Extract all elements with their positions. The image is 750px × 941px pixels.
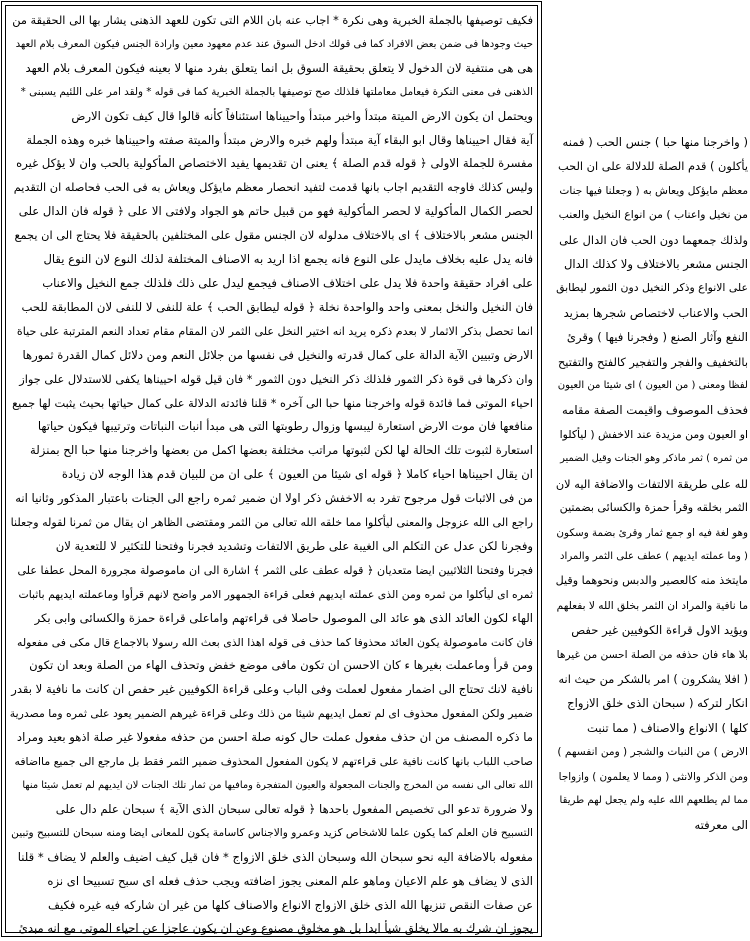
commentary-line: انما تحصل بذكر الاثمار لا بعدم ذكره يريد انه اختير النخل على الثمر لان المقام مقام تعداد النعم المترتبة على حياة — [16, 324, 533, 338]
commentary-line: حيث وجودها فى ضمن بعض الافراد كما فى قولك ادخل السوق عند عدم معهود معين وارادة الجنس فيكون المعرف بلام العهد — [15, 38, 533, 50]
commentary-line: الجنس مشعر بالاختلاف ﴾ اى بالاختلاف مدلوله لان الجنس مقول على المختلفين بالحقيقة فلا يحتاج الى ان يجمع — [14, 228, 533, 243]
margin-line: انكار لتركه ( سبحان الذى خلق الازواج — [567, 696, 748, 711]
margin-line: فحذف الموصوف واقيمت الصفة مقامه — [561, 403, 748, 418]
margin-line: ولذلك جمعهما دون الحب فان الدال على — [559, 232, 748, 247]
commentary-line: مفعوله بالاضافة اليه نحو سبحان الله وسبحان الذى خلق الازواج * فان قيل كيف اضيف والعلم لا يضاف * قلنا — [17, 849, 533, 864]
commentary-line: فجرنا وفتحنا الثلاثيين ايضا متعديان ﴿ قوله عطف على الثمر ﴾ اشارة الى ان ماموصولة مجرورة المحل عطفا على — [17, 563, 533, 577]
margin-line: من ثمره ) ثمر ماذكر وهو الجنات وقيل الضمير — [560, 453, 748, 465]
margin-line: ويؤيد الاول قراءة الكوفيين غير حفص — [571, 623, 748, 638]
commentary-line: احياء الموتى فما فائدة قوله واخرجنا منها حبا الى آخره * قلنا فائدته الدلالة على كمال حياتها بحيث يثبت لها جميع — [12, 395, 533, 410]
margin-line: ( واخرجنا منها حبا ) جنس الحب ( فمنه — [562, 135, 748, 149]
commentary-line: ويحتمل ان يكون الارض الميتة مبتدأ واخبر مبتدأ واحييناها استئنافاً كأنه قالوا قال كيف تكون الارض — [71, 108, 533, 123]
commentary-text-block — [9, 9, 533, 936]
commentary-line: لحصر الكمال المأكولية لا لحصر المأكولية فهو من قبيل حاتم هو الجواد ولافتى الا على ﴿ قوله فان الدال على — [18, 204, 533, 219]
margin-line: وهو لغة فيه او جمع ثمار وقرئ بضمة وسكون — [556, 526, 748, 539]
commentary-line: على افراد حقيقة واحدة فلا يدل على اختلاف الاصناف فيجمع ليدل على ذلك فلذلك جمع النخيل والاعناب — [42, 275, 533, 290]
commentary-line: وليس كذلك فاوجه التقديم اجاب بانها قدمت لتفيد انحصار معظم مايؤكل ويعاش به فى الحب فحاصله ان التقديم — [13, 180, 533, 195]
commentary-line: مفسرة للجملة الاولى ﴿ قوله قدم الصلة ﴾ يعنى ان تقديمها يفيد الاختصاص المأكولية بالحب وان لا يؤكل غيره — [16, 156, 533, 171]
margin-line: من نخيل واعناب ) من انواع النخيل والعنب — [558, 208, 748, 222]
margin-line: النفع وآثار الصنع ( وفجرنا فيها ) وقرئ — [566, 330, 748, 345]
commentary-line: ومن قرأ وماعملت بغيرها ء كان الاحسن ان تكون مافى موضع خفض وتحذف الهاء من الصلة وبعد ان تكون — [29, 658, 533, 673]
margin-line: مما لم يطلعهم الله عليه ولم يجعل لهم طريقا — [559, 794, 748, 806]
commentary-line: الهاء لكون العائد الذى هو عائد الى الموصول حاصلا فى قراءتهم واماعلى قراءة حمزة والكسائى وابى بكر — [34, 610, 533, 625]
commentary-line: ضمير ولكن المفعول محذوف اى لم تعمل ايديهم شيئا من ذلك وعلى قراءة غيرهم الضمير يعود على ثمره وما مصدرية — [9, 707, 533, 721]
margin-line: يأكلون ) قدم الصلة للدلالة على ان الحب — [557, 159, 748, 174]
margin-line: لله على طريقة الالتفات والاضافة اليه لان — [555, 476, 748, 491]
margin-line: ( وما عملته ايديهم ) عطف على الثمر والمراد — [560, 550, 748, 562]
commentary-line: عن صفات النقص تنزيها الله الذى خلق الازواج الانواع والاصناف كلها من غير ان شاركه فيه غيره فكيف — [47, 897, 533, 912]
commentary-line: راجع الى الله عزوجل والمعنى ليأكلوا مما خلقه الله تعالى من الثمر ومقتضى الظاهر ان يقال من ثمرنا لقوله وجعلنا — [10, 516, 533, 530]
commentary-line: صاحب اللباب بانها كانت نافية على قراءتهم لا يكون المفعول المحذوف ضمير الثمر فقط بل مارجع الى جميع مااضافه — [14, 755, 533, 769]
commentary-line: ما ذكره المصنف من ان حذف مفعول عملت حال كونه صلة احسن من حذفه مفعولا غير صلة اذهو بعيد ومراد — [16, 730, 533, 745]
commentary-line: الله تعالى الى نفسه من المخرج والجنات المجعولة والعيون المتفجرة ومافيها من ثمار تلك الجنات لان ايديهم لم تعمل شيئا منها — [22, 780, 533, 791]
margin-line: او العيون ومن مزيدة عند الاخفش ( ليأكلوا — [559, 427, 748, 441]
commentary-line: هى هى منتفية لان الدخول لا يتعلق بحقيقة السوق بل انما يتعلق بفرد منها لا بعينه فيكون المعرف بلام العهد — [25, 60, 533, 75]
commentary-line: من فى الاثبات قول مرجوح تفرد به الاخفش ذكر اولا ان ضمير ثمره راجع الى الجنات باعتبار المذكور وثانيا انه — [15, 491, 533, 506]
margin-line: كلها ) الانواع والاصناف ( مما تنبت — [587, 720, 748, 735]
margin-line: ما نافية والمراد ان الثمر بخلق الله لا بفعلهم — [556, 599, 748, 612]
margin-line: مايتخذ منه كالعصير والدبس ونحوهما وقيل — [555, 574, 748, 588]
margin-line: الثمر بخلقه وقرأ حمزة والكسائى بضمتين — [559, 501, 748, 515]
commentary-line: وفجرنا لكن عدل عن التكلم الى الغيبة على طريق الالتفات وتشديد فجرنا وفتحنا للتكثير لا للتعدية لان — [55, 538, 533, 553]
margin-line: الارض ) من النبات والشجر ( ومن انفسهم ) — [557, 746, 748, 759]
commentary-line: الارض وتبيين الآية الدالة على كمال قدرته والنخيل فى نفسها من جلائل النعم ومن دلائل كمال القدرة ثمورها — [22, 347, 533, 362]
margin-line: بالتخفيف والفجر والتفجير كالفتح والتفتيح — [557, 354, 748, 369]
commentary-line: الذى لا يضاف هو علم الاعيان وماهو علم المعنى يجوز اضافته ويجب حذف فعله اى سبح تسبيحا اى نزه — [47, 873, 533, 888]
commentary-line: فكيف توصيفها بالجملة الخبرية وهى نكرة * اجاب عنه بان اللام التى تكون للعهد الذهنى يشار بها الى الحقيقة من — [12, 13, 533, 27]
margin-line: ( افلا يشكرون ) امر بالشكر من حيث انه — [558, 671, 748, 686]
commentary-line: فان كانت ماموصولة يكون العائد محذوفا كما حذف فى قوله اهذا الذى بعث الله رسولا بالاجماع قال مكى فى مفعوله — [17, 635, 533, 649]
commentary-line: منافعها فان موت الارض استعارة ليبسها وزوال رطوبتها التى هى مبدأ انبات النباتات وترتيبها فيكون حياتها — [37, 419, 533, 434]
commentary-line: نافية لانك تحتاج الى اضمار مفعول لعملت وفى الباب وعلى قراءة الكوفيين غير حفص ان كانت ما نافية لا بقدر — [11, 682, 533, 697]
commentary-line: الذهنى فى معنى النكرة فيعامل معاملتها فلذلك صح توصيفها بالجملة الخبرية كما فى قوله * ولقد امر على اللئيم يسبنى * — [20, 85, 533, 98]
commentary-line: التسبيح فان العلم كما يكون علما للاشخاص كزيد وعمرو والاجناس كاسامة يكون للمعانى ايضا ومنه سبحان للتسبيح وتبين — [11, 826, 533, 839]
commentary-line: يجوز ان شرك به مالا يخلق شيأ ابدا بل هو مخلوق مصنوع وعن ان يكون عاجزا عن احياء الموتى مع انه مبدئ — [18, 921, 533, 936]
commentary-line: ثمره اى ليأكلوا من ثمره ومن الذى عملته ايديهم فعلى قراءة الجمهور الامر واضح لانهم قرأوا وماعملته ايديهم باثبات — [18, 587, 533, 601]
commentary-line: ولا ضرورة تدعو الى تخصيص المفعول باحدها ﴿ قوله تعالى سبحان الذى الآية ﴾ سبحان علم دال على — [55, 801, 533, 816]
commentary-line: استعارة لثبوت تلك الحالة لها لكن لثبوتها مراتب مختلفة بعضها اكمل من بعضها واخرجنا منها حبا الح بمنزلة — [30, 443, 533, 458]
commentary-line: ان يقال احييناها احياء كاملا ﴿ قوله اى شيئا من العيون ﴾ على ان من للبيان قدم هذا الوجه لان زيادة — [61, 467, 533, 482]
margin-line: الجنس مشعر بالاختلاف ولا كذلك الدال — [563, 257, 748, 272]
commentary-line: فانه يدل عليه بخلاف مايدل على النوع فانه يجمع اذا اريد به الاصناف المختلفة لذلك النوع لان النوع يقال — [43, 252, 533, 267]
margin-line: بلا هاء فان حذفه من الصلة احسن من غيرها — [556, 648, 748, 661]
margin-line: لفظا ومعنى ( من العيون ) اى شيئا من العيون — [557, 380, 748, 392]
margin-line: الى معرفته — [694, 818, 748, 833]
margin-line: ومن الذكر والانثى ( ومما لا يعلمون ) وازواجا — [558, 770, 748, 783]
margin-line: الحب والاعناب لاختصاص شجرها بمزيد — [563, 305, 748, 320]
commentary-line: فان النخيل والنخل بمعنى واحد والواحدة نخلة ﴿ قوله ليطابق الحب ﴾ علة للنفى لا للنفى لان المطابقة للحب — [21, 299, 533, 314]
commentary-line: آية فقال احييناها وقال ابو البقاء آية مبتدأ ولهم خبره والارض مبتدأ والميتة صفته واحييناها خبره وهذه الجملة — [26, 132, 533, 147]
margin-line: على الانواع وذكر النخيل دون الثمور ليطابق — [556, 281, 748, 295]
margin-text-block — [555, 130, 748, 833]
commentary-line: وان ذكرها فى قوة ذكر الثمور فلذلك ذكر النخيل دون الثمور * فان قيل قوله احييناها يكفى للاستدلال على جواز — [19, 371, 533, 386]
margin-line: معظم مايؤكل ويعاش به ( وجعلنا فيها جنات — [559, 184, 748, 197]
